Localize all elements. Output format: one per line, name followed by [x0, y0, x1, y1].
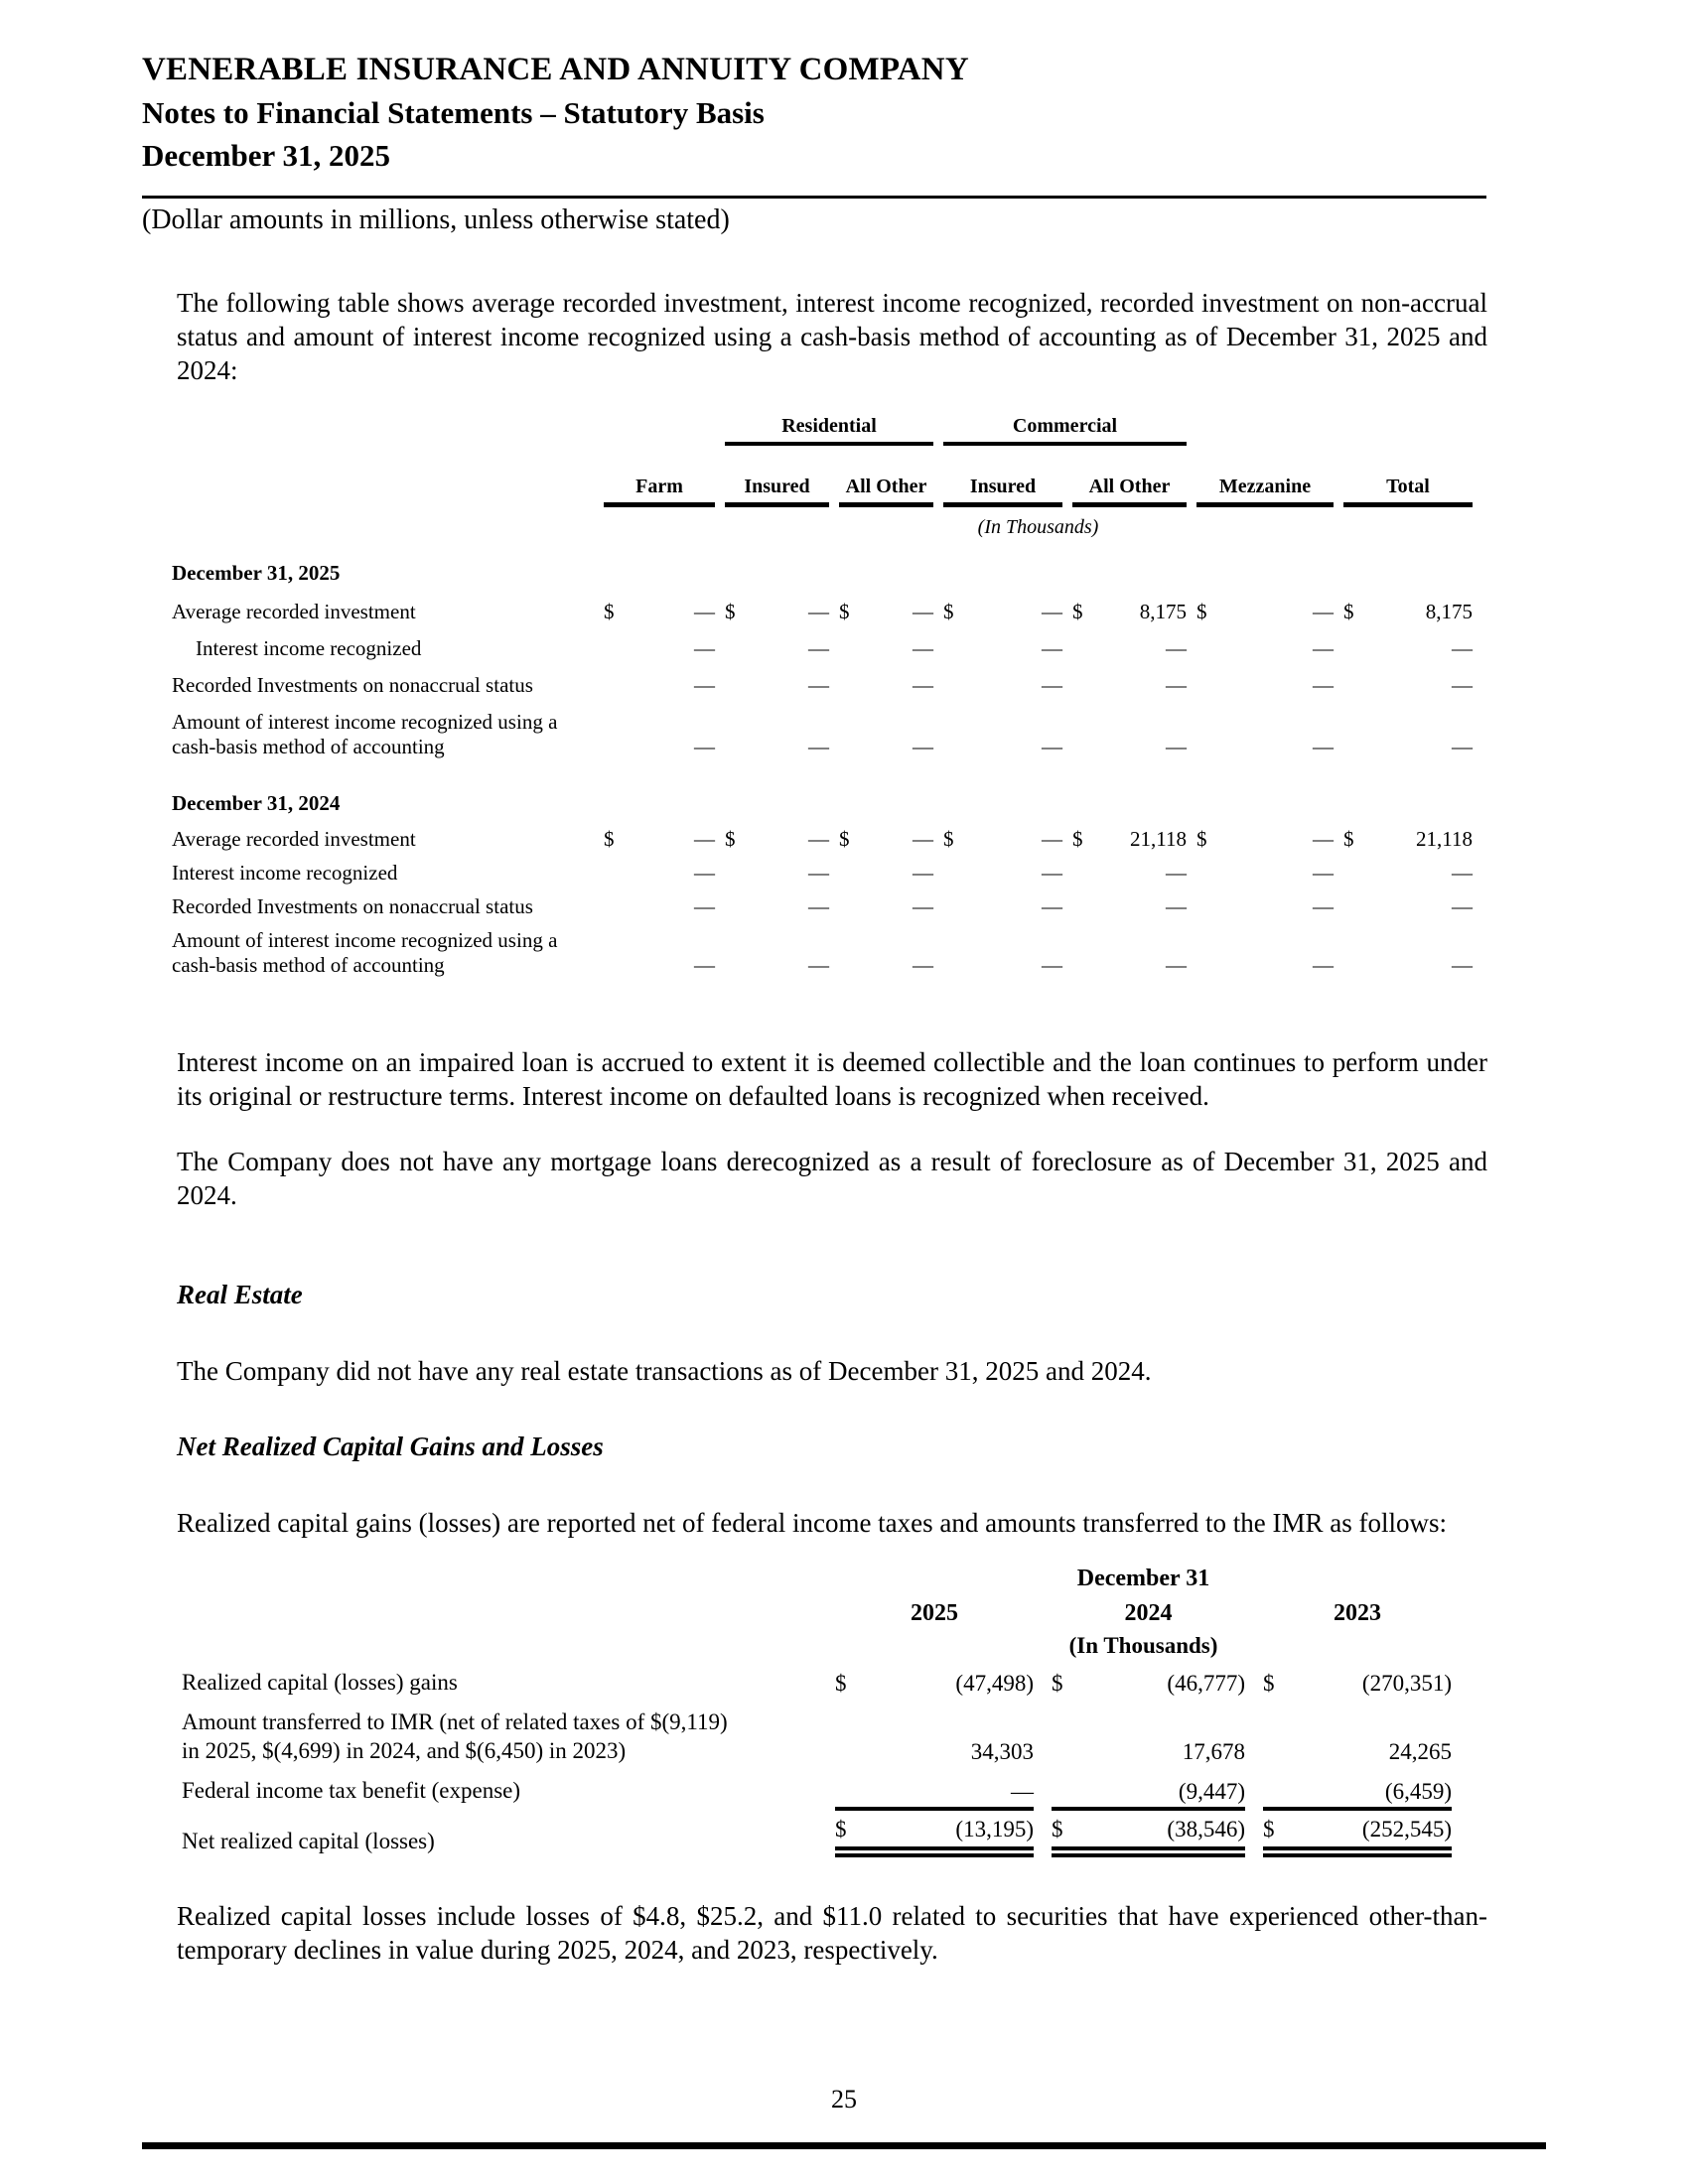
- table-row: [172, 854, 1473, 887]
- cell-value: —: [1452, 861, 1473, 885]
- row-label: Amount of interest income recognized using a cash-basis method of accounting: [172, 928, 558, 977]
- year-header-2025: 2025: [911, 1600, 958, 1626]
- net-realized-gains-heading: Net Realized Capital Gains and Losses: [177, 1432, 604, 1461]
- cell-value: $ —: [1196, 827, 1334, 851]
- cell-value: $ (38,546): [1052, 1807, 1245, 1857]
- cell-value: —: [1452, 636, 1473, 660]
- units-row: [182, 1627, 1452, 1659]
- row-label: Recorded Investments on nonaccrual status: [172, 894, 533, 918]
- cell-value: $ (13,195): [835, 1807, 1034, 1857]
- year-header-2023: 2023: [1334, 1600, 1381, 1626]
- dollar-sign: $: [1343, 827, 1354, 851]
- column-header-mezzanine: Mezzanine: [1196, 446, 1334, 507]
- cell-value: —: [694, 636, 715, 660]
- cell-value: —: [1042, 636, 1062, 660]
- group-header-commercial: Commercial: [943, 415, 1187, 446]
- cell-value: —: [1011, 1779, 1034, 1804]
- realized-gains-table: [164, 1566, 1470, 1857]
- table-row: [172, 921, 1473, 980]
- cell-value: (6,459): [1384, 1779, 1452, 1804]
- row-label: Amount transferred to IMR (net of related taxes of $(9,119) in 2025, $(4,699) in 2024, and $(6,450) in 2023): [182, 1709, 728, 1763]
- years-row: [182, 1594, 1452, 1627]
- cell-value: —: [1042, 673, 1062, 697]
- cell-value: —: [1042, 894, 1062, 918]
- dollar-sign: $: [725, 600, 736, 623]
- column-header-res-all-other: All Other: [839, 446, 933, 507]
- cell-value: —: [694, 894, 715, 918]
- cell-value: —: [1313, 953, 1334, 977]
- group-header-row: [182, 1566, 1452, 1594]
- row-label: Interest income recognized: [172, 861, 398, 885]
- dollar-sign: $: [1072, 827, 1083, 851]
- header-divider: [142, 196, 1486, 199]
- intro-paragraph: The following table shows average recorded investment, interest income recognized, recorded investment on non-accrual status and amount of interest income recognized using a cash-basis method of accounting as of December 31, 2025 and 2024:: [177, 288, 1487, 385]
- cell-value: —: [1313, 636, 1334, 660]
- cell-value: —: [1452, 673, 1473, 697]
- cell-value: —: [913, 673, 933, 697]
- cell-value: —: [1042, 735, 1062, 758]
- cell-value: $ 21,118: [1343, 827, 1473, 851]
- cell-value: —: [913, 636, 933, 660]
- cell-value: —: [913, 735, 933, 758]
- row-label: Recorded Investments on nonaccrual status: [172, 673, 533, 697]
- dollar-sign: $: [1052, 1817, 1063, 1842]
- cell-value: —: [1313, 894, 1334, 918]
- impaired-loan-paragraph: Interest income on an impaired loan is accrued to extent it is deemed collectible and the loan continues to perform under its original or restructure terms. Interest income on defaulted loans is recognized when received.: [177, 1047, 1487, 1111]
- cell-value: 17,678: [1182, 1739, 1245, 1764]
- dollar-sign: $: [1196, 600, 1207, 623]
- page-number: 25: [831, 2085, 857, 2114]
- dollar-sign: $: [839, 600, 850, 623]
- company-name: VENERABLE INSURANCE AND ANNUITY COMPANY: [142, 52, 969, 87]
- cell-value: —: [694, 735, 715, 758]
- units-note: (In Thousands): [977, 516, 1099, 538]
- cell-value: —: [1042, 953, 1062, 977]
- dollar-sign: $: [1263, 1817, 1275, 1842]
- cell-value: —: [694, 861, 715, 885]
- cell-value: —: [1452, 953, 1473, 977]
- cell-value: —: [1313, 735, 1334, 758]
- cell-value: —: [1042, 861, 1062, 885]
- row-label: Interest income recognized: [196, 636, 422, 660]
- total-row: [182, 1807, 1452, 1857]
- group-header-residential: Residential: [725, 415, 933, 446]
- cell-value: $ 8,175: [1343, 600, 1473, 623]
- cell-value: —: [808, 953, 829, 977]
- cell-value: $ —: [604, 600, 715, 623]
- cell-value: —: [694, 953, 715, 977]
- cell-value: —: [694, 673, 715, 697]
- section-title-row: [172, 761, 1473, 820]
- dollar-sign: $: [835, 1671, 847, 1696]
- cell-value: —: [1313, 673, 1334, 697]
- cell-value: $ —: [725, 600, 829, 623]
- cell-value: —: [808, 894, 829, 918]
- cell-value: —: [1452, 735, 1473, 758]
- foreclosure-paragraph: The Company does not have any mortgage loans derecognized as a result of foreclosure as of December 31, 2025 and 2024.: [177, 1147, 1487, 1210]
- dollar-sign: $: [1196, 827, 1207, 851]
- column-header-farm: Farm: [604, 446, 715, 507]
- section-title-2024: December 31, 2024: [172, 791, 341, 815]
- dollar-sign: $: [1072, 600, 1083, 623]
- dollar-sign: $: [943, 827, 954, 851]
- table-row: [182, 1699, 1452, 1767]
- gains-intro-paragraph: Realized capital gains (losses) are reported net of federal income taxes and amounts transferred to the IMR as follows:: [177, 1508, 1448, 1538]
- impaired-loans-table: [162, 415, 1482, 980]
- dollar-sign: $: [1263, 1671, 1275, 1696]
- dollar-sign: $: [604, 600, 615, 623]
- dollar-sign: $: [604, 827, 615, 851]
- dollar-sign: $: [943, 600, 954, 623]
- table-row: [172, 663, 1473, 700]
- cell-value: 34,303: [970, 1739, 1034, 1764]
- cell-value: —: [1452, 894, 1473, 918]
- units-row: [172, 507, 1473, 539]
- cell-value: $ —: [943, 600, 1062, 623]
- dollar-sign: $: [839, 827, 850, 851]
- cell-value: (9,447): [1178, 1779, 1245, 1804]
- row-label: Net realized capital (losses): [182, 1829, 435, 1853]
- table-row: [182, 1767, 1452, 1807]
- row-label: Average recorded investment: [172, 600, 416, 623]
- table-row: [172, 700, 1473, 761]
- closing-paragraph: Realized capital losses include losses of $4.8, $25.2, and $11.0 related to securities that have experienced other-than-temporary declines in value during 2025, 2024, and 2023, respectively.: [177, 1901, 1487, 1965]
- december-31-header: December 31: [1076, 1566, 1210, 1591]
- cell-value: $ (46,777): [1052, 1671, 1245, 1696]
- cell-value: —: [808, 673, 829, 697]
- cell-value: $ —: [1196, 600, 1334, 623]
- units-note: (In Thousands): [1068, 1633, 1218, 1658]
- row-label: Average recorded investment: [172, 827, 416, 851]
- cell-value: $ (47,498): [835, 1671, 1034, 1696]
- footer-divider: [142, 2142, 1546, 2149]
- column-header-res-insured: Insured: [725, 446, 829, 507]
- cell-value: —: [808, 735, 829, 758]
- cell-value: —: [808, 636, 829, 660]
- table-row: [172, 887, 1473, 921]
- cell-value: —: [1313, 861, 1334, 885]
- section-title-row: [172, 539, 1473, 590]
- table-row: [172, 820, 1473, 854]
- document-title: Notes to Financial Statements – Statutory Basis: [142, 95, 765, 130]
- cell-value: —: [1166, 894, 1187, 918]
- column-header-total: Total: [1343, 446, 1473, 507]
- cell-value: 24,265: [1388, 1739, 1452, 1764]
- page-header: [0, 0, 1688, 174]
- cell-value: $ —: [604, 827, 715, 851]
- cell-value: $ (252,545): [1263, 1807, 1452, 1857]
- cell-value: $ —: [839, 827, 933, 851]
- column-header-com-insured: Insured: [943, 446, 1062, 507]
- cell-value: —: [808, 861, 829, 885]
- cell-value: —: [1166, 636, 1187, 660]
- cell-value: $ 21,118: [1072, 827, 1187, 851]
- section-title-2025: December 31, 2025: [172, 561, 341, 585]
- cell-value: —: [1166, 861, 1187, 885]
- dollar-sign: $: [725, 827, 736, 851]
- cell-value: $ —: [839, 600, 933, 623]
- dollar-sign: $: [835, 1817, 847, 1842]
- year-header-2024: 2024: [1124, 1600, 1173, 1626]
- scale-note: (Dollar amounts in millions, unless otherwise stated): [142, 205, 730, 235]
- table-row: [172, 590, 1473, 626]
- group-header-row: [172, 415, 1473, 446]
- dollar-sign: $: [1052, 1671, 1063, 1696]
- cell-value: $ —: [943, 827, 1062, 851]
- document-date: December 31, 2025: [142, 138, 390, 173]
- dollar-sign: $: [1343, 600, 1354, 623]
- column-header-row: [172, 446, 1473, 507]
- table-row: [182, 1659, 1452, 1699]
- cell-value: $ 8,175: [1072, 600, 1187, 623]
- row-label: Realized capital (losses) gains: [182, 1670, 458, 1695]
- table-row: [172, 626, 1473, 663]
- cell-value: —: [913, 894, 933, 918]
- cell-value: —: [1166, 953, 1187, 977]
- cell-value: —: [1166, 673, 1187, 697]
- cell-value: $ (270,351): [1263, 1671, 1452, 1696]
- real-estate-heading: Real Estate: [177, 1280, 303, 1309]
- real-estate-paragraph: The Company did not have any real estate transactions as of December 31, 2025 and 2024.: [177, 1356, 1152, 1386]
- cell-value: —: [913, 861, 933, 885]
- row-label: Amount of interest income recognized using a cash-basis method of accounting: [172, 710, 558, 758]
- row-label: Federal income tax benefit (expense): [182, 1778, 521, 1803]
- cell-value: $ —: [725, 827, 829, 851]
- cell-value: —: [913, 953, 933, 977]
- page-content: [172, 286, 1487, 1967]
- cell-value: —: [1166, 735, 1187, 758]
- column-header-com-all-other: All Other: [1072, 446, 1187, 507]
